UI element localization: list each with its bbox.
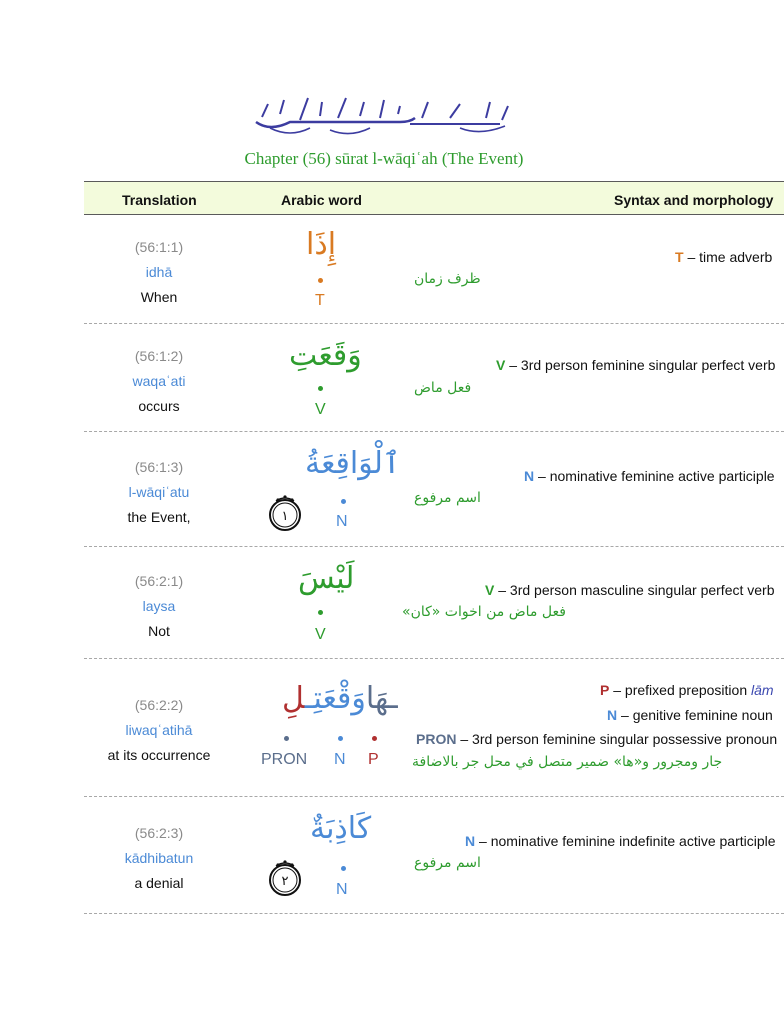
pos-tag: PRON — [261, 751, 308, 768]
verse-end-marker-icon — [266, 494, 304, 532]
word-translation: occurs — [138, 398, 180, 414]
segment-dot — [341, 499, 346, 504]
word-reference[interactable]: (56:1:3) — [134, 459, 184, 475]
word-transliteration: kādhibatun — [124, 850, 194, 866]
segment-dot — [372, 736, 377, 741]
pos-tag: N — [334, 751, 346, 768]
word-reference[interactable]: (56:1:1) — [134, 239, 184, 255]
grammar-line: N – nominative feminine active participle — [524, 468, 775, 484]
arabic-word[interactable]: ٱلْوَاقِعَةُ — [305, 446, 401, 481]
arabic-grammar: فعل ماض من اخوات «كان» — [402, 604, 566, 620]
word-reference[interactable]: (56:2:3) — [134, 825, 184, 841]
arabic-grammar: اسم مرفوع — [414, 855, 481, 871]
grammar-line: PRON – 3rd person feminine singular possessive pronoun — [416, 731, 778, 747]
segment-dot — [318, 610, 323, 615]
table-row — [84, 215, 784, 324]
grammar-line: N – nominative feminine indefinite active participle — [465, 833, 776, 849]
arabic-grammar: ظرف زمان — [414, 271, 481, 287]
arabic-word[interactable]: وَقَعَتِ — [289, 338, 362, 373]
word-transliteration: laysa — [142, 598, 176, 614]
arabic-grammar: جار ومجرور و«ها» ضمير متصل في محل جر بالاضافة — [412, 754, 723, 770]
grammar-line: N – genitive feminine noun — [607, 707, 773, 723]
chapter-title: Chapter (56) sūrat l-wāqiʿah (The Event) — [244, 149, 524, 168]
segment-dot — [318, 278, 323, 283]
grammar-line: V – 3rd person feminine singular perfect verb — [496, 357, 776, 373]
word-translation: Not — [148, 623, 170, 639]
pos-tag: P — [368, 751, 379, 768]
word-transliteration: liwaqʿatihā — [125, 722, 193, 738]
grammar-line: P – prefixed preposition lām — [600, 682, 774, 698]
word-translation: at its occurrence — [107, 747, 211, 763]
word-translation: When — [140, 289, 178, 305]
column-header-translation: Translation — [122, 192, 197, 208]
arabic-word[interactable]: كَاذِبَةٌ — [310, 811, 372, 846]
arabic-word[interactable]: لَيْسَ — [298, 561, 355, 596]
grammar-line: T – time adverb — [675, 249, 773, 265]
grammar-line: V – 3rd person masculine singular perfect verb — [485, 582, 775, 598]
table-row — [84, 432, 784, 547]
segment-dot — [318, 386, 323, 391]
word-translation: the Event, — [127, 509, 191, 525]
word-reference[interactable]: (56:1:2) — [134, 348, 184, 364]
verse-number: ٢ — [281, 874, 289, 889]
table-row — [84, 797, 784, 914]
pos-tag: N — [336, 881, 348, 898]
table-row — [84, 659, 784, 797]
arabic-word[interactable]: إِذَا — [306, 227, 337, 262]
word-transliteration: waqaʿati — [132, 373, 186, 389]
word-reference[interactable]: (56:2:2) — [134, 697, 184, 713]
table-header — [84, 181, 784, 215]
pos-tag: T — [315, 292, 325, 309]
word-transliteration: idhā — [145, 264, 173, 280]
segment-dot — [341, 866, 346, 871]
word-reference[interactable]: (56:2:1) — [134, 573, 184, 589]
morphology-table — [84, 181, 784, 914]
verse-number: ١ — [281, 509, 289, 524]
arabic-grammar: اسم مرفوع — [414, 490, 481, 506]
table-row — [84, 547, 784, 659]
pos-tag: V — [315, 401, 326, 418]
segment-dot — [284, 736, 289, 741]
pos-tag: N — [336, 513, 348, 530]
word-transliteration: l-wāqiʿatu — [128, 484, 190, 500]
column-header-syntax: Syntax and morphology — [614, 192, 774, 208]
arabic-grammar: فعل ماض — [414, 380, 472, 396]
verse-end-marker-icon — [266, 859, 304, 897]
word-translation: a denial — [134, 875, 184, 891]
arabic-word[interactable]: ـهَاوَقْعَتِـلِ — [282, 681, 398, 716]
column-header-arabic: Arabic word — [281, 192, 362, 208]
segment-dot — [338, 736, 343, 741]
pos-tag: V — [315, 626, 326, 643]
bismillah-calligraphy-icon — [250, 92, 520, 142]
table-row — [84, 324, 784, 432]
